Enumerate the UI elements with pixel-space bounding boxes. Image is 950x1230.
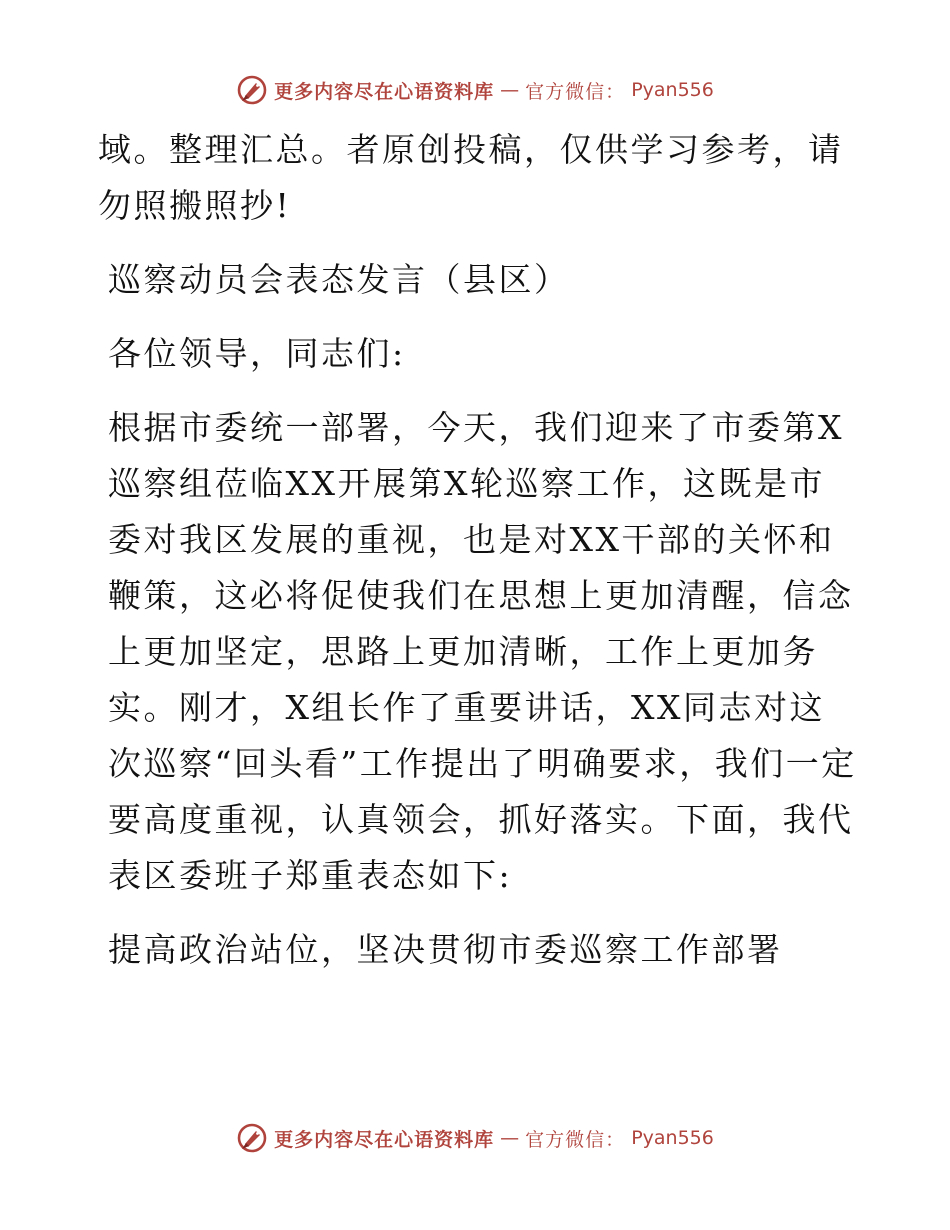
document-body — [98, 122, 858, 996]
section-heading: 提高政治站位，坚决贯彻市委巡察工作部署 — [108, 930, 783, 969]
pen-nib-circle-icon — [236, 74, 268, 106]
pen-nib-circle-icon — [236, 1122, 268, 1154]
document-title: 巡察动员会表态发言（县区） — [108, 260, 570, 299]
paragraph-continuation: 域。整理汇总。者原创投稿，仅供学习参考，请勿照搬照抄! — [98, 130, 844, 225]
watermark-wechat-id: Pyan556 — [631, 1127, 714, 1149]
header-watermark — [0, 72, 950, 108]
footer-watermark — [0, 1120, 950, 1156]
salutation: 各位领导，同志们: — [108, 334, 406, 373]
watermark-dash: — — [500, 79, 520, 101]
watermark-suffix-text: 官方微信： — [525, 1128, 626, 1151]
watermark-suffix-text: 官方微信： — [525, 80, 626, 103]
watermark-main-text: 更多内容尽在心语资料库 — [274, 1128, 495, 1151]
watermark-wechat-id: Pyan556 — [631, 79, 714, 101]
watermark-dash: — — [500, 1127, 520, 1149]
paragraph-body: 根据市委统一部署，今天，我们迎来了市委第X巡察组莅临XX开展第X轮巡察工作，这既是市委对我区发展的重视，也是对XX干部的关怀和鞭策，这必将促使我们在思想上更加清醒，信念上更加坚定，思路上更加清晰，工作上更加务实。刚才，X组长作了重要讲话，XX同志对这次巡察“回头看”工作提出了明确要求，我们一定要高度重视，认真领会，抓好落实。下面，我代表区委班子郑重表态如下: — [108, 408, 857, 895]
watermark-main-text: 更多内容尽在心语资料库 — [274, 80, 495, 103]
